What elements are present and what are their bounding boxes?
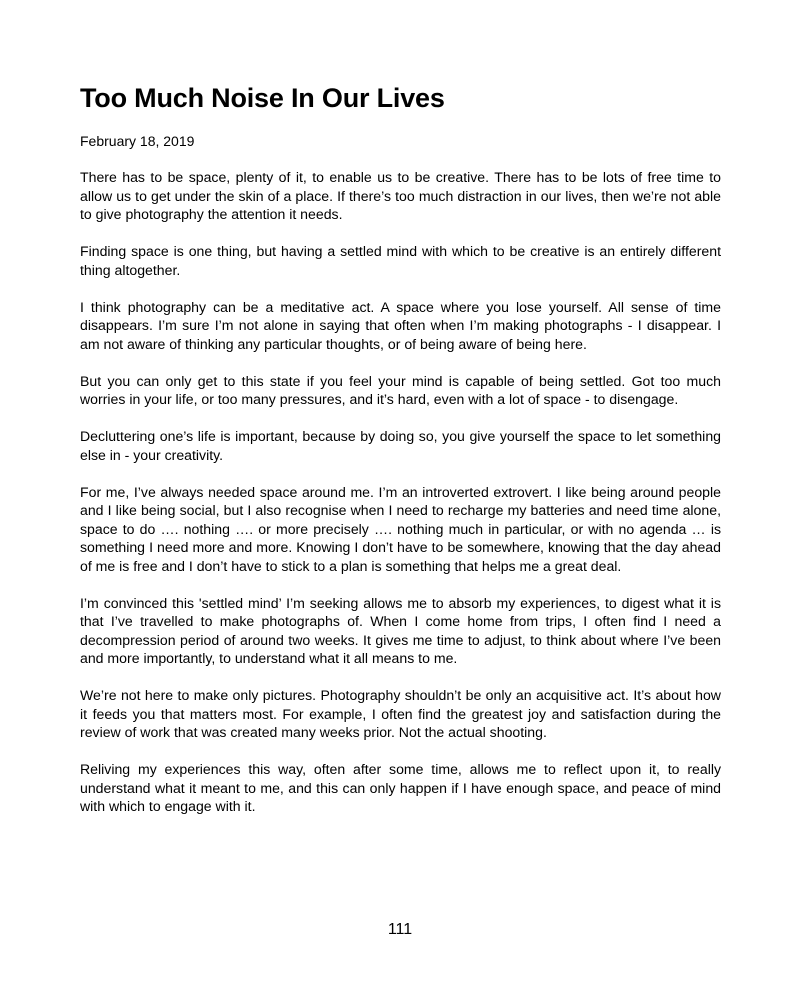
paragraph-2: Finding space is one thing, but having a settled mind with which to be creative is an entirely different thing altogether.: [80, 243, 721, 278]
paragraph-8: We’re not here to make only pictures. Photography shouldn’t be only an acquisitive act. It’s about how it feeds you that matters most. For example, I often find the greatest joy and satisfaction during the review of work that was created many weeks prior. Not the actual shooting.: [80, 687, 721, 740]
paragraph-6: For me, I’ve always needed space around me. I’m an introverted extrovert. I like being around people and I like being social, but I also recognise when I need to recharge my batteries and need time alone, space to do …. nothing …. or more precisely …. nothing much in particular, or with no agenda … is something I need more and more. Knowing I don’t have to be somewhere, knowing that the day ahead of me is free and I don’t have to stick to a plan is something that helps me a great deal.: [80, 483, 721, 574]
article-body: [80, 168, 721, 834]
page-number: 111: [387, 921, 413, 938]
article-date: February 18, 2019: [80, 133, 195, 149]
paragraph-7: I’m convinced this 'settled mind’ I’m seeking allows me to absorb my experiences, to digest what it is that I’ve travelled to make photographs of. When I come home from trips, I often find I need a decompression period of around two weeks. It gives me time to adjust, to think about where I’ve been and more importantly, to understand what it all means to me.: [80, 594, 721, 666]
paragraph-4: But you can only get to this state if you feel your mind is capable of being settled. Got too much worries in your life, or too many pressures, and it’s hard, even with a lot of space - to disengage.: [80, 372, 721, 407]
article-title: Too Much Noise In Our Lives: [80, 83, 445, 113]
paragraph-5: Decluttering one’s life is important, because by doing so, you give yourself the space to let something else in - your creativity.: [80, 428, 721, 463]
paragraph-3: I think photography can be a meditative act. A space where you lose yourself. All sense of time disappears. I’m sure I’m not alone in saying that often when I’m making photographs - I disappear. I am not aware of thinking any particular thoughts, or of being aware of being here.: [80, 298, 721, 352]
paragraph-9: Reliving my experiences this way, often after some time, allows me to reflect upon it, to really understand what it meant to me, and this can only happen if I have enough space, and peace of mind with which to engage with it.: [80, 761, 721, 814]
paragraph-1: There has to be space, plenty of it, to enable us to be creative. There has to be lots of free time to allow us to get under the skin of a place. If there’s too much distraction in our lives, then we’re not able to give photography the attention it needs.: [80, 169, 721, 222]
